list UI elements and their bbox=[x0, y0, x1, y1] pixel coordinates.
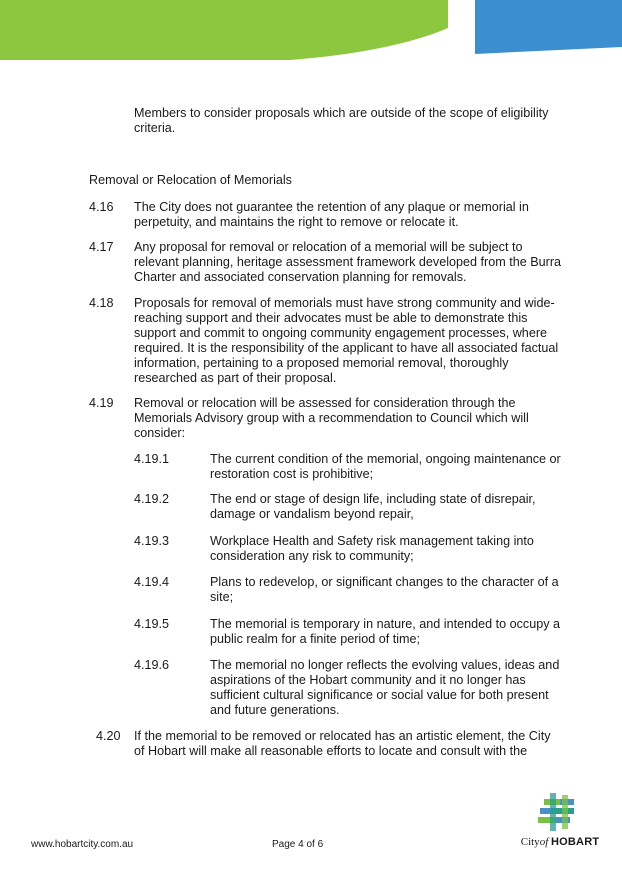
subclause-text: The memorial no longer reflects the evolving values, ideas and aspirations of the Hobart community and it no longer has sufficient cultural significance or social value for both present and future generations. bbox=[210, 658, 560, 717]
clause-number: 4.16 bbox=[89, 200, 114, 214]
header-banner bbox=[0, 0, 622, 60]
clause-text: Removal or relocation will be assessed for consideration through the Memorials Advisory group with a recommendation to Council which will consider: bbox=[134, 396, 529, 440]
subclause-number: 4.19.1 bbox=[134, 452, 170, 466]
header-green-swoosh bbox=[0, 0, 448, 60]
clause-text: The City does not guarantee the retention of any plaque or memorial in perpetuity, and maintains the right to remove or relocate it. bbox=[134, 200, 529, 229]
subclause-text: Workplace Health and Safety risk management taking into consideration any risk to community; bbox=[210, 534, 534, 563]
subclause-number: 4.19.4 bbox=[134, 575, 170, 589]
subclause-text: The memorial is temporary in nature, and intended to occupy a public realm for a finite period of time; bbox=[210, 617, 561, 646]
subclause-text: Plans to redevelop, or significant changes to the character of a site; bbox=[210, 575, 559, 604]
footer-page-number: Page 4 of 6 bbox=[272, 839, 324, 850]
clause-number: 4.20 bbox=[96, 729, 121, 743]
clause-number: 4.17 bbox=[89, 240, 114, 254]
footer-website: www.hobartcity.com.au bbox=[31, 839, 134, 850]
clause-number: 4.19 bbox=[89, 396, 114, 410]
logo-of: of bbox=[539, 836, 549, 848]
logo-wordmark bbox=[520, 836, 600, 848]
subclause-number: 4.19.3 bbox=[134, 534, 170, 548]
clause-text: Proposals for removal of memorials must have strong community and wide-reaching support and their advocates must be able to demonstrate this support and commit to ongoing community engagement processes, where required. It is the responsibility of the applicant to have all associated factual information, pertaining to a proposed memorial removal, thoroughly researched as part of their proposal. bbox=[134, 296, 559, 385]
clause-number: 4.18 bbox=[89, 296, 114, 310]
logo-city: City bbox=[520, 836, 540, 848]
subclause-number: 4.19.6 bbox=[134, 658, 170, 672]
subclause-text: The end or stage of design life, including state of disrepair, damage or vandalism beyond repair, bbox=[210, 492, 536, 521]
subclause-text: The current condition of the memorial, ongoing maintenance or restoration cost is prohibitive; bbox=[210, 452, 561, 481]
logo-hobart: HOBART bbox=[551, 836, 600, 848]
subclause-number: 4.19.5 bbox=[134, 617, 170, 631]
clause-text: If the memorial to be removed or relocated has an artistic element, the City of Hobart will make all reasonable efforts to locate and consult with the bbox=[134, 729, 551, 758]
header-blue-bar bbox=[475, 0, 622, 54]
section-heading: Removal or Relocation of Memorials bbox=[89, 173, 292, 187]
subclause-number: 4.19.2 bbox=[134, 492, 170, 506]
clause-text: Any proposal for removal or relocation of a memorial will be subject to relevant planning, heritage assessment framework developed from the Burra Charter and associated conservation planning for removals. bbox=[134, 240, 562, 284]
intro-text: Members to consider proposals which are outside of the scope of eligibility criteria. bbox=[134, 106, 549, 135]
